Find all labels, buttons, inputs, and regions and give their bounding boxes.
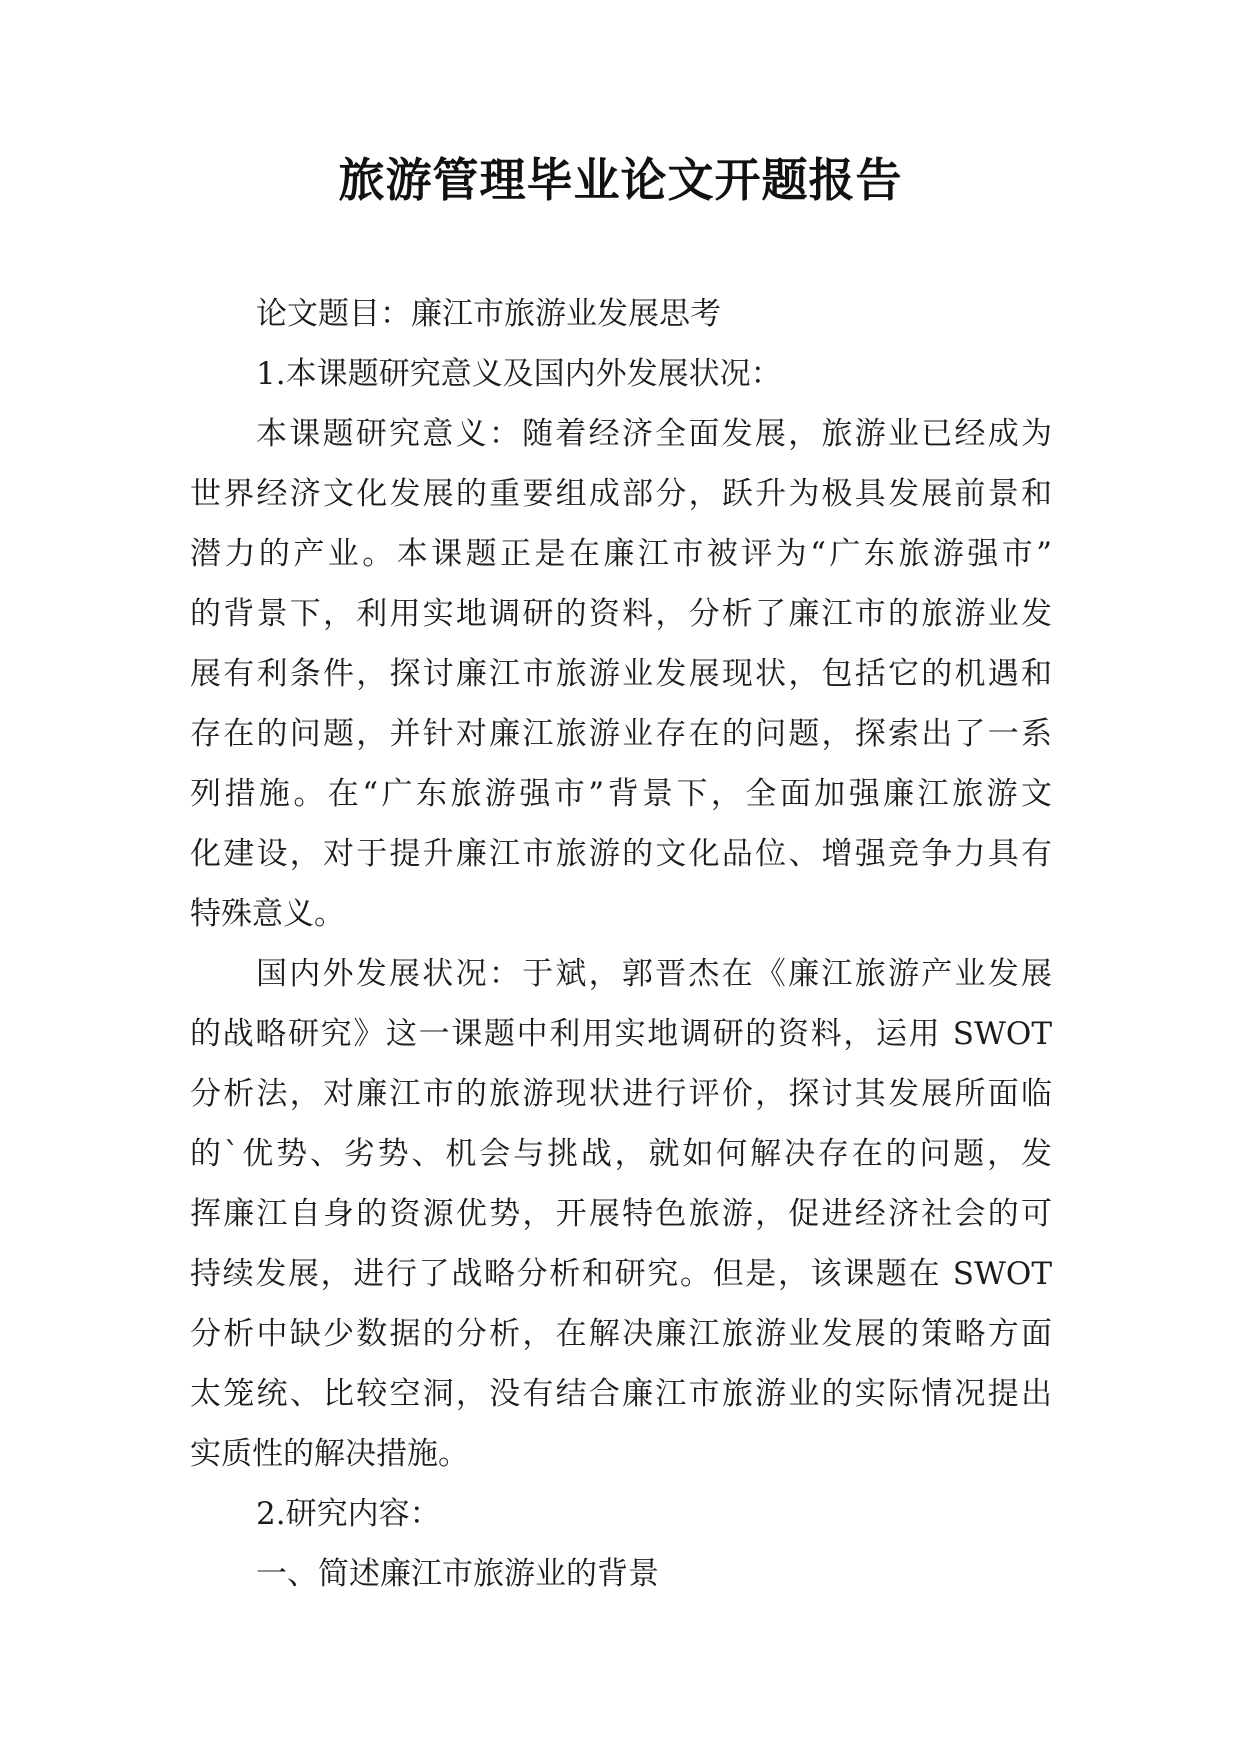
paragraph-line: 分析中缺少数据的分析，在解决廉江旅游业发展的策略方面 (190, 1316, 1052, 1352)
paragraph-line: 分析法，对廉江市的旅游现状进行评价，探讨其发展所面临 (190, 1076, 1052, 1112)
paragraph-line: 太笼统、比较空洞，没有结合廉江市旅游业的实际情况提出 (190, 1376, 1052, 1412)
paragraph-line: 展有利条件，探讨廉江市旅游业发展现状，包括它的机遇和 (190, 656, 1052, 692)
paragraph-line: 存在的问题，并针对廉江旅游业存在的问题，探索出了一系 (190, 716, 1052, 752)
section-heading-1: 1.本课题研究意义及国内外发展状况： (256, 356, 782, 392)
document-body (190, 284, 1052, 1604)
paragraph-line: 实质性的解决措施。 (190, 1436, 469, 1472)
paragraph-line: 特殊意义。 (190, 896, 345, 932)
paragraph-line: 的背景下，利用实地调研的资料，分析了廉江市的旅游业发 (190, 596, 1052, 632)
list-item: 一、简述廉江市旅游业的背景 (256, 1556, 659, 1592)
document-title: 旅游管理毕业论文开题报告 (338, 153, 903, 207)
paragraph-line: 挥廉江自身的资源优势，开展特色旅游，促进经济社会的可 (190, 1196, 1052, 1232)
section-heading-2: 2.研究内容： (256, 1496, 441, 1532)
paragraph-line: 的`优势、劣势、机会与挑战，就如何解决存在的问题，发 (190, 1136, 1052, 1172)
paragraph-line: 世界经济文化发展的重要组成部分，跃升为极具发展前景和 (190, 476, 1052, 512)
paragraph-line: 化建设，对于提升廉江市旅游的文化品位、增强竞争力具有 (190, 836, 1052, 872)
paragraph-line: 国内外发展状况：于斌，郭晋杰在《廉江旅游产业发展 (256, 956, 1052, 992)
paragraph-line: 的战略研究》这一课题中利用实地调研的资料，运用 SWOT (190, 1016, 1052, 1052)
paragraph-line: 潜力的产业。本课题正是在廉江市被评为“广东旅游强市” (190, 536, 1052, 572)
paper-topic-line: 论文题目：廉江市旅游业发展思考 (256, 296, 721, 332)
paragraph-line: 列措施。在“广东旅游强市”背景下，全面加强廉江旅游文 (190, 776, 1052, 812)
paragraph-line: 本课题研究意义：随着经济全面发展，旅游业已经成为 (256, 416, 1052, 452)
paragraph-line: 持续发展，进行了战略分析和研究。但是，该课题在 SWOT (190, 1256, 1052, 1292)
